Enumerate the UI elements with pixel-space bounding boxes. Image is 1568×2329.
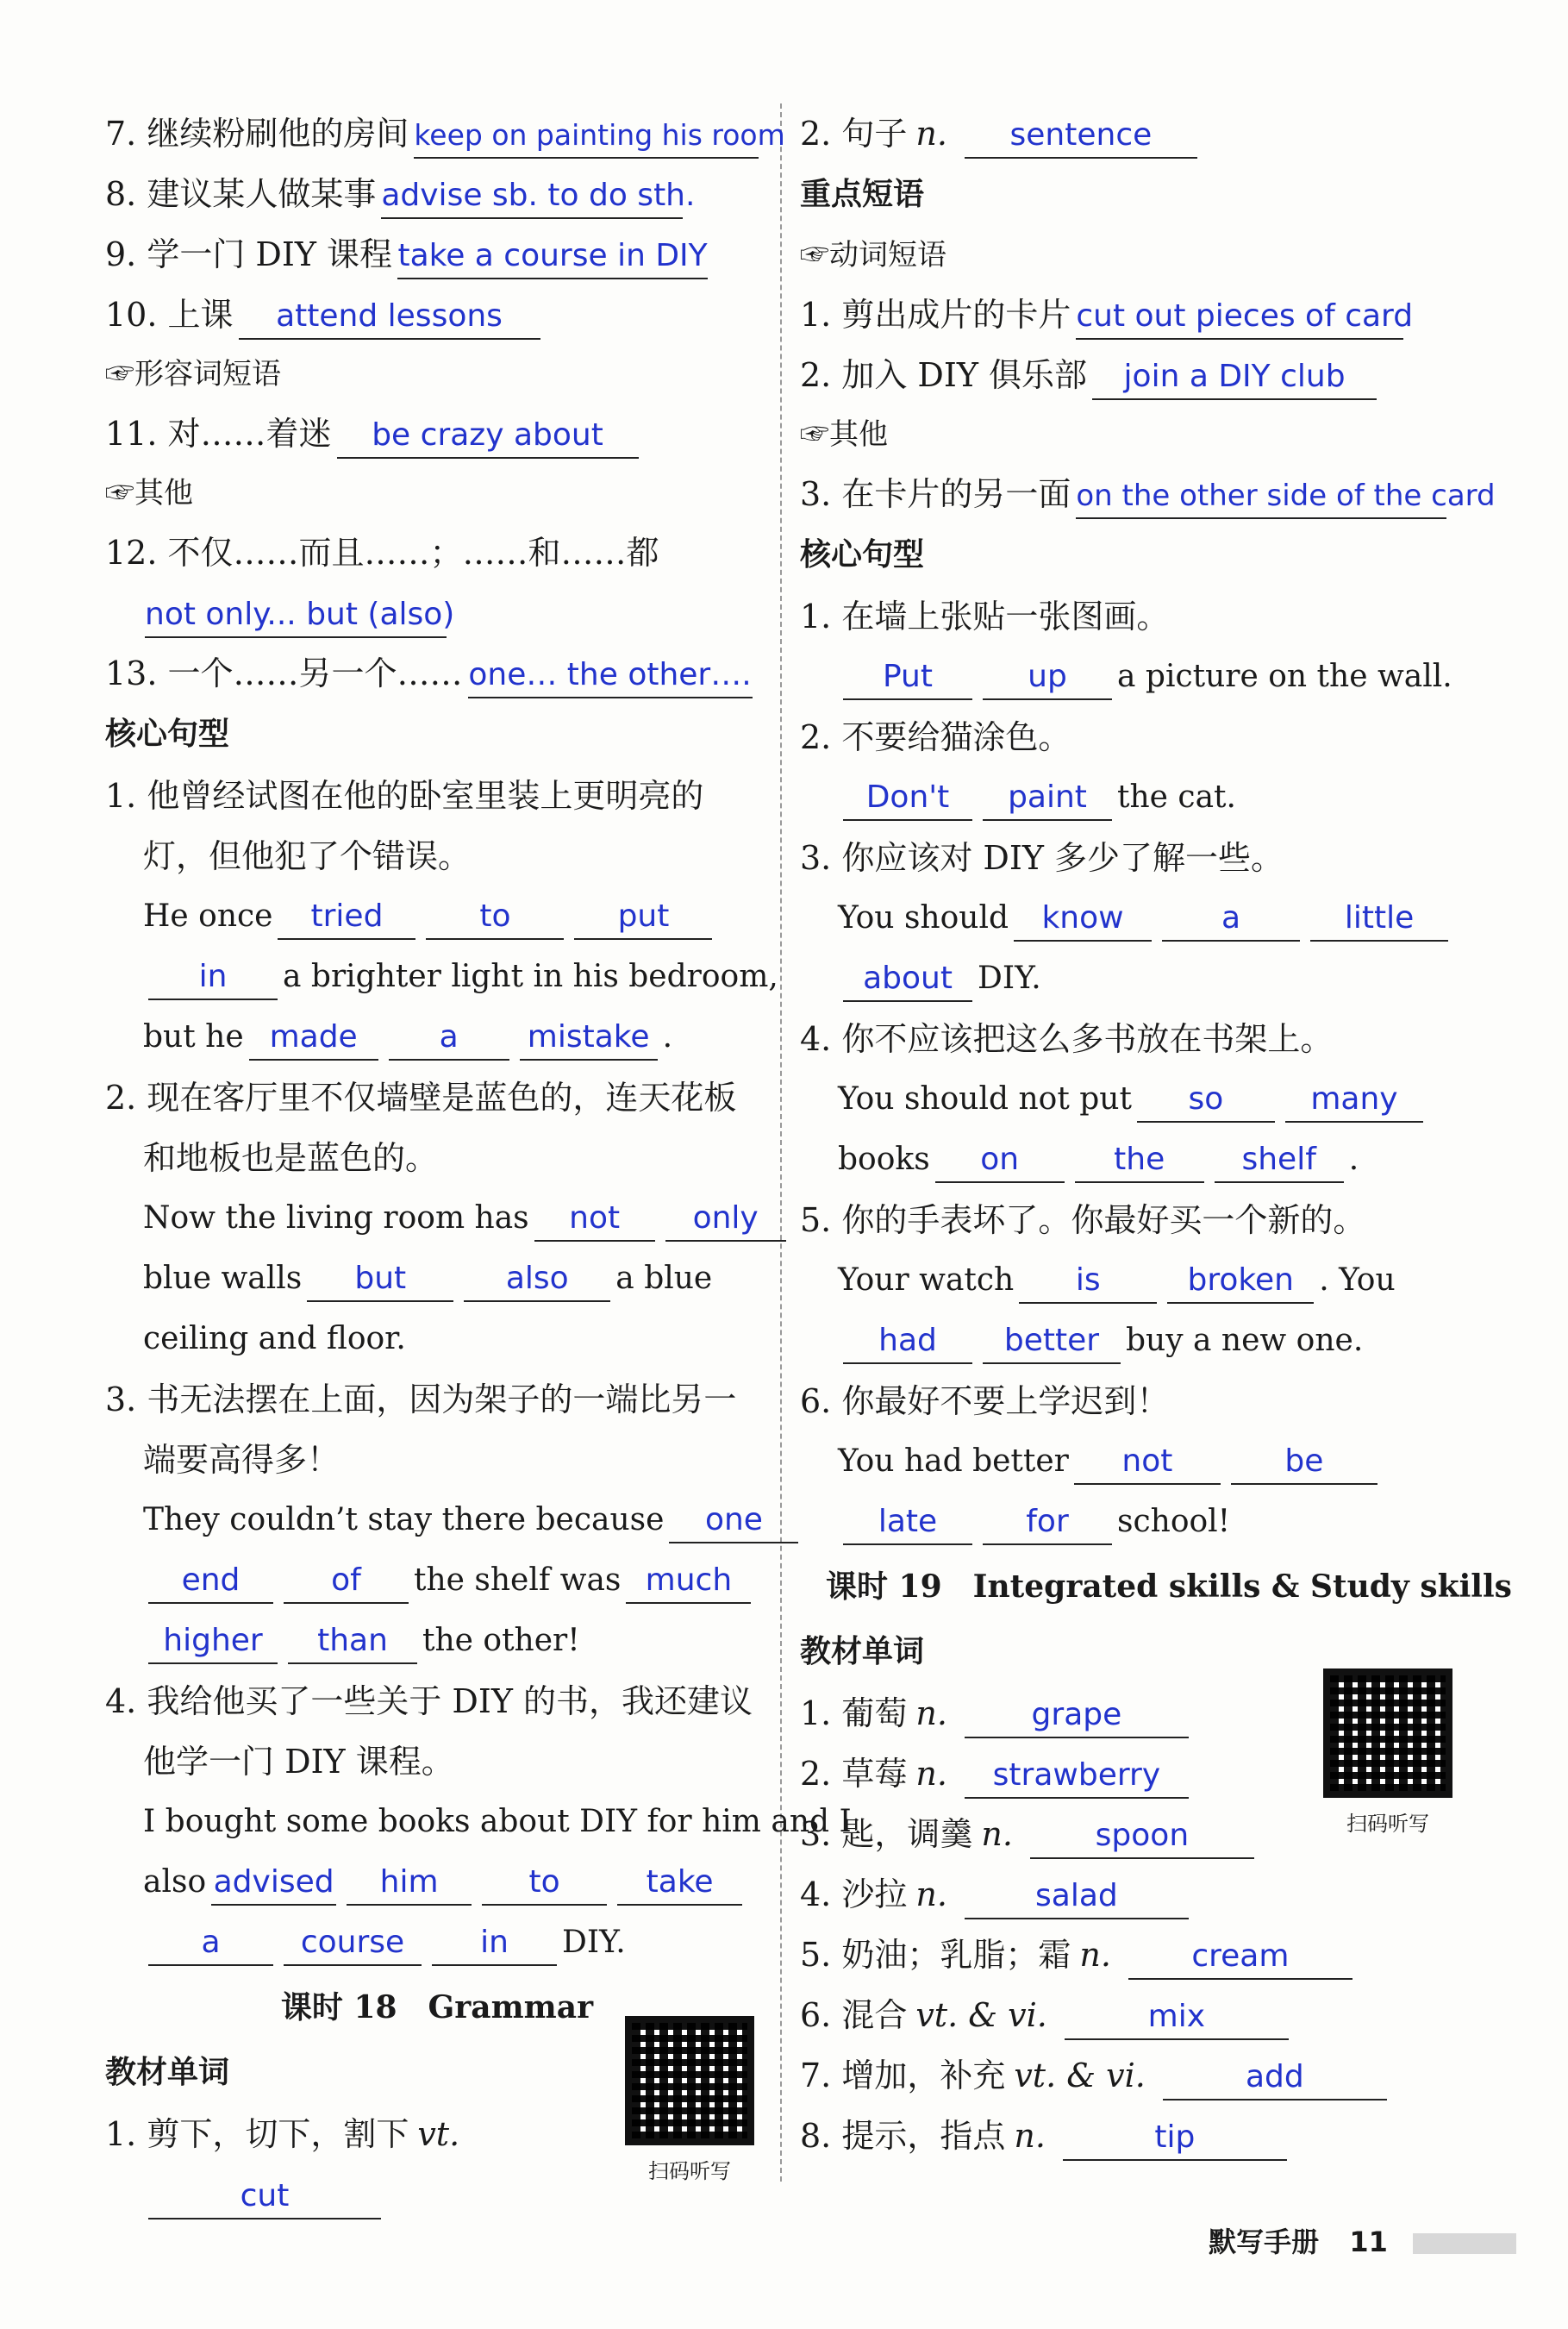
answer-blank: Don't [843,776,972,821]
answer-blank: not [1074,1440,1221,1485]
qr-code-lesson18[interactable]: 扫码听写 [625,2016,754,2184]
answer-blank: made [249,1016,378,1061]
sentence-en: a course in DIY. [105,1913,769,1973]
answer-blank: also [464,1257,610,1302]
sentence-en: I bought some books about DIY for him and I [143,1804,852,1839]
answer-blank: keep on painting his room [414,114,759,159]
column-divider [780,103,782,2182]
phrase-item: 10. 上课 attend lessons [105,285,769,345]
answer-blank: the [1075,1138,1204,1183]
sentence-en: also advised him to take [105,1852,769,1913]
answer-blank: mistake [520,1016,658,1061]
answer-blank: not only... but (also) [145,593,447,638]
answer-blank: strawberry [965,1754,1189,1799]
answer-blank: sentence [965,114,1197,159]
sentence-en: Now the living room has not only [105,1188,769,1249]
left-column [105,103,852,2225]
answer-blank: than [288,1619,417,1664]
answer-blank: spoon [1030,1814,1254,1859]
answer-blank: know [1014,897,1152,942]
sentence-en: You should not put so many [800,1069,1515,1130]
answer-blank: to [482,1861,607,1906]
answer-blank: advise sb. to do sth. [381,174,683,219]
sentence-en: Put up a picture on the wall. [800,647,1515,707]
sentence-cn: 4. 我给他买了一些关于 DIY 的书，我还建议 [105,1682,753,1720]
answer-blank: on the other side of the card [1076,474,1446,519]
category-label: ☞其他 [800,417,888,452]
sentence-cn: 1. 他曾经试图在他的卧室里装上更明亮的 [105,777,704,815]
answer-blank: on [935,1138,1065,1183]
answer-blank: much [626,1559,751,1604]
section-heading: 重点短语 [800,177,925,212]
sentence-en: books on the shelf . [800,1130,1515,1190]
answer-blank: him [347,1861,472,1906]
answer-blank: to [426,895,564,940]
word-item: 1. 剪下，切下，割下 vt. [105,2115,460,2153]
answer-blank: shelf [1215,1138,1344,1183]
answer-blank: not [534,1197,655,1242]
phrase-item: 11. 对……着迷 be crazy about [105,404,769,464]
qr-code-icon [625,2016,754,2145]
sentence-cn: 3. 书无法摆在上面，因为架子的一端比另一 [105,1380,737,1418]
answer-blank: join a DIY club [1092,355,1377,400]
answer-blank: tried [278,895,415,940]
category-label: ☞其他 [105,476,193,510]
sentence-cn: 3. 你应该对 DIY 多少了解一些。 [800,839,1284,877]
sentence-en: He once tried to put [105,886,769,947]
category-label: ☞动词短语 [800,238,946,272]
sentence-cn: 灯，但他犯了个错误。 [143,837,472,875]
answer-blank: in [432,1921,557,1966]
phrase-item: 13. 一个……另一个…… one… the other…. [105,643,769,704]
answer-blank: be crazy about [337,414,639,459]
answer-blank: late [843,1500,972,1545]
word-item: 7. 增加，补充 vt. & vi. add [800,2045,1515,2106]
answer-blank: little [1310,897,1448,942]
sentence-en: late for school! [800,1492,1515,1552]
section-heading: 核心句型 [105,717,230,752]
sentence-cn: 2. 现在客厅里不仅墙壁是蓝色的，连天花板 [105,1079,737,1117]
answer-blank: a [1162,897,1300,942]
phrase-item: 3. 在卡片的另一面 on the other side of the card [800,464,1515,524]
sentence-en: about DIY. [800,949,1515,1009]
section-heading: 核心句型 [800,537,925,573]
sentence-en: end of the shelf was much [105,1550,769,1611]
qr-code-lesson19[interactable]: 扫码听写 [1323,1668,1452,1837]
phrase-answer-line [105,583,769,643]
sentence-en: blue walls but also a blue [105,1249,769,1309]
sentence-cn: 和地板也是蓝色的。 [143,1139,439,1177]
answer-blank: Put [843,655,972,700]
sentence-cn: 6. 你最好不要上学迟到！ [800,1382,1170,1420]
answer-blank: in [148,955,278,1000]
section-heading: 教材单词 [105,2055,230,2090]
sentence-cn: 5. 你的手表坏了。你最好买一个新的。 [800,1201,1366,1239]
answer-blank: broken [1167,1259,1314,1304]
word-item: 2. 草莓 n. strawberry [800,1744,1515,1804]
answer-blank: a [389,1016,509,1061]
book-title: 默写手册 [1209,2226,1320,2258]
footer-bar [1413,2233,1516,2254]
sentence-cn: 2. 不要给猫涂色。 [800,718,1071,756]
page-number: 11 [1349,2226,1388,2258]
answer-blank: many [1285,1078,1423,1123]
answer-blank: put [574,895,712,940]
sentence-en: ceiling and floor. [143,1321,406,1356]
answer-blank: attend lessons [239,295,540,340]
phrase-item: 1. 剪出成片的卡片 cut out pieces of card [800,285,1515,345]
sentence-en: had better buy a new one. [800,1311,1515,1371]
answer-blank: salad [965,1875,1189,1919]
answer-blank: cut [148,2175,381,2219]
word-item: 6. 混合 vt. & vi. mix [800,1985,1515,2045]
sentence-en: but he made a mistake . [105,1007,769,1067]
answer-blank: a [148,1921,273,1966]
answer-blank: up [983,655,1112,700]
answer-blank: cut out pieces of card [1076,295,1403,340]
sentence-cn: 4. 你不应该把这么多书放在书架上。 [800,1020,1334,1058]
sentence-en: You should know a little [800,888,1515,949]
word-item: 4. 沙拉 n. salad [800,1864,1515,1925]
answer-blank: add [1163,2056,1387,2100]
answer-blank: about [843,957,972,1002]
qr-code-icon [1323,1668,1452,1798]
phrase-item: 12. 不仅……而且……；……和……都 [105,534,659,572]
answer-blank: course [284,1921,422,1966]
answer-blank: grape [965,1694,1189,1738]
sentence-cn: 端要高得多！ [143,1441,340,1479]
phrase-item: 7. 继续粉刷他的房间 keep on painting his room [105,103,769,164]
sentence-en: higher than the other! [105,1611,769,1671]
word-item: 8. 提示，指点 n. tip [800,2106,1515,2166]
answer-blank: only [665,1197,786,1242]
lesson-title: 课时 18 Grammar [280,1989,594,2025]
answer-blank: for [983,1500,1112,1545]
right-column [800,103,1515,2166]
answer-blank: be [1231,1440,1377,1485]
page-footer [1209,2220,1516,2260]
word-item: 3. 匙，调羹 n. spoon [800,1804,1515,1864]
answer-blank: advised [211,1861,336,1906]
phrase-item: 9. 学一门 DIY 课程 take a course in DIY [105,224,769,285]
answer-blank: higher [148,1619,278,1664]
sentence-en: Don't paint the cat. [800,767,1515,828]
sentence-cn: 他学一门 DIY 课程。 [143,1743,454,1781]
answer-blank: take [617,1861,742,1906]
answer-blank: cream [1128,1935,1352,1980]
answer-blank: is [1019,1259,1157,1304]
word-item: 2. 句子 n. sentence [800,103,1515,164]
answer-blank: one… the other…. [468,654,753,698]
lesson-title: 课时 19 Integrated skills & Study skills [826,1568,1512,1605]
answer-blank: of [284,1559,409,1604]
sentence-en: in a brighter light in his bedroom, [105,947,769,1007]
answer-blank: tip [1063,2116,1287,2161]
sentence-en: You had better not be [800,1431,1515,1492]
answer-blank: so [1137,1078,1275,1123]
section-heading: 教材单词 [800,1634,925,1669]
answer-blank: had [843,1319,972,1364]
answer-blank: paint [983,776,1112,821]
sentence-cn: 1. 在墙上张贴一张图画。 [800,598,1170,635]
phrase-item: 2. 加入 DIY 俱乐部 join a DIY club [800,345,1515,405]
phrase-item: 8. 建议某人做某事 advise sb. to do sth. [105,164,769,224]
answer-blank: better [983,1319,1121,1364]
answer-blank: but [307,1257,453,1302]
sentence-en: They couldn’t stay there because one [105,1490,769,1550]
sentence-en: Your watch is broken . You [800,1250,1515,1311]
answer-blank: one [669,1499,798,1543]
answer-blank: mix [1065,1995,1289,2040]
word-item: 1. 葡萄 n. grape [800,1683,1515,1744]
answer-blank: take a course in DIY [397,235,708,279]
answer-blank: end [148,1559,273,1604]
category-label: ☞形容词短语 [105,357,281,391]
word-item: 5. 奶油；乳脂；霜 n. cream [800,1925,1515,1985]
